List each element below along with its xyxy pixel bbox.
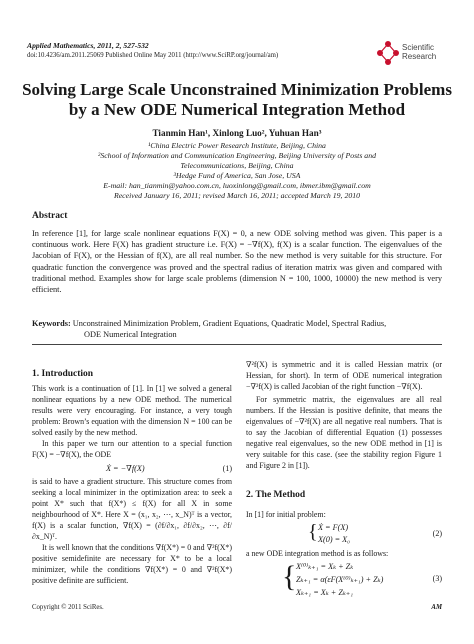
title-line-1: Solving Large Scale Unconstrained Minimization Problems [22, 80, 452, 99]
right-column [246, 359, 442, 471]
equation-3-brace: { [282, 560, 297, 593]
copyright: Copyright © 2011 SciRes. [32, 604, 104, 611]
equation-2 [246, 520, 442, 548]
left-column [32, 383, 232, 586]
affiliation-2: ²School of Information and Communication Engineering, Beijing University of Posts and [97, 151, 377, 160]
page-footer [32, 604, 442, 611]
equation-2-line-1: Ẋ = F(X) [318, 523, 349, 532]
equation-3-line-2: Zₖ₊₁ = α(εF(X⁽⁰⁾ₖ₊₁) + Zₖ) [296, 575, 384, 584]
publisher-name-line2: Research [402, 52, 437, 61]
abstract-heading: Abstract [32, 211, 68, 221]
keywords [32, 318, 442, 340]
section-divider [32, 344, 442, 345]
equation-3 [246, 559, 442, 599]
publisher-logo [376, 40, 456, 74]
equation-1 [32, 460, 232, 476]
equation-1-expr: Ẋ = −∇f(X) [106, 464, 145, 473]
affiliation-1: ¹China Electric Power Research Institute, Beijing, China [148, 141, 326, 150]
email-line: E-mail: han_tianmin@yahoo.com.cn, luoxinlong@gmail.com, ibmer.ibm@gmail.com [103, 181, 371, 190]
doi-line: doi:10.4236/am.2011.25069 Published Online May 2011 (http://www.SciRP.org/journal/am) [27, 52, 279, 59]
affiliation-2-cont: Telecommunications, Beijing, China [180, 161, 294, 170]
paper-title [20, 80, 454, 120]
hessian-paragraph: ∇²f(X) is symmetric and it is called Hessian matrix (or Hessian, for short). In term of ODE numerical integration −∇²f(X) is called Jacobian of the right function −∇f(X). [246, 360, 442, 391]
intro-paragraph-3: is said to have a gradient structure. This structure comes from seeking a local minimizer in the optimization area: to seek a point X* such that f(X*) ≤ f(X) for all X in some neighbourhood of X*. Here X = (x₁, x₂, ⋯, x_N)ᵀ is a vector, f(X) is a scalar function, ∇f(X) = (∂f/∂x₁, ∂f/∂x₂, ⋯, ∂f/∂x_N)ᵀ. [32, 477, 232, 541]
equation-3-line-1: X⁽⁰⁾ₖ₊₁ = Xₖ + Zₖ [296, 562, 354, 571]
equation-1-number: (1) [222, 464, 232, 473]
keywords-line-2: ODE Numerical Integration [84, 330, 177, 339]
equation-3-line-3: Xₖ₊₁ = Xₖ + Zₖ₊₁ [296, 588, 354, 597]
equation-2-number: (2) [432, 529, 442, 538]
intro-paragraph-4: It is well known that the conditions ∇f(X*) = 0 and ∇²f(X*) positive semidefinite are necessary for X* to be a local minimizer, while the conditions ∇f(X*) = 0 and ∇²f(X*) positive definite are sufficient. [32, 543, 232, 585]
abstract-body [32, 228, 442, 295]
journal-citation: Applied Mathematics, 2011, 2, 527-532 [27, 41, 149, 50]
method-paragraph-1: In [1] for initial problem: [246, 510, 326, 519]
intro-paragraph-2: In this paper we turn our attention to a special function F(X) = −∇f(X), the ODE [32, 439, 232, 459]
section-2-heading: 2. The Method [246, 490, 306, 500]
symmetric-paragraph: For symmetric matrix, the eigenvalues are all real numbers. If the Hessian is positive definite, that means the eigenvalues of −∇²f(X) are all negative real numbers. That is to say the Jacobian of differential Equation (1) possesses negative real eigenvalues, so the new ODE method in [1] is very suitable for this case. (see the stability region Figure 1 and Figure 2 in [1]). [246, 395, 442, 470]
journal-abbreviation: AM [431, 604, 442, 611]
publisher-name-line1: Scientific [402, 43, 435, 52]
equation-3-number: (3) [432, 574, 442, 583]
equation-2-brace: { [308, 521, 318, 543]
affiliation-3: ³Hedge Fund of America, San Jose, USA [173, 171, 301, 180]
method-paragraph-2: a new ODE integration method is as follows: [246, 549, 389, 558]
equation-2-line-2: X(0) = X₀ [318, 535, 351, 544]
intro-paragraph-1: This work is a continuation of [1]. In [1] we solved a general nonlinear equations by a new ODE method. The numerical results were very encouraging. For instance, a very tough problem: Brown’s equation with the dimension N = 100 can be solved easily by the new method. [32, 384, 232, 437]
section-1-heading: 1. Introduction [32, 369, 94, 379]
received-dates: Received January 16, 2011; revised March 16, 2011; accepted March 19, 2010 [113, 191, 361, 200]
title-line-2: by a New ODE Numerical Integration Method [68, 100, 406, 119]
publisher-logo-icon [376, 40, 400, 66]
publisher-name [402, 43, 436, 61]
keywords-label: Keywords: [32, 319, 71, 328]
abstract-text: In reference [1], for large scale nonlinear equations F(X) = 0, a new ODE solving method was given. This paper is a continuous work. Here F(X) has gradient structure i.e. F(X) = −∇f(X), f(X) is a scalar function. The eigenvalues of the Jacobian of F(X), or the Hessian of f(X), are all real number. So the new method is very suitable for this structure. For quadratic function the convergence was proved and the spectral radius of iteration matrix was given and compared with traditional method. Examples show for large scale problems (dimension N = 100, 1000, 10000) the new method is very efficient. [32, 229, 442, 295]
keywords-line-1: Unconstrained Minimization Problem, Gradient Equations, Quadratic Model, Spectral Radius, [72, 319, 387, 328]
method-section [246, 509, 442, 599]
authors: Tianmin Han¹, Xinlong Luo², Yuhuan Han³ [152, 128, 322, 138]
